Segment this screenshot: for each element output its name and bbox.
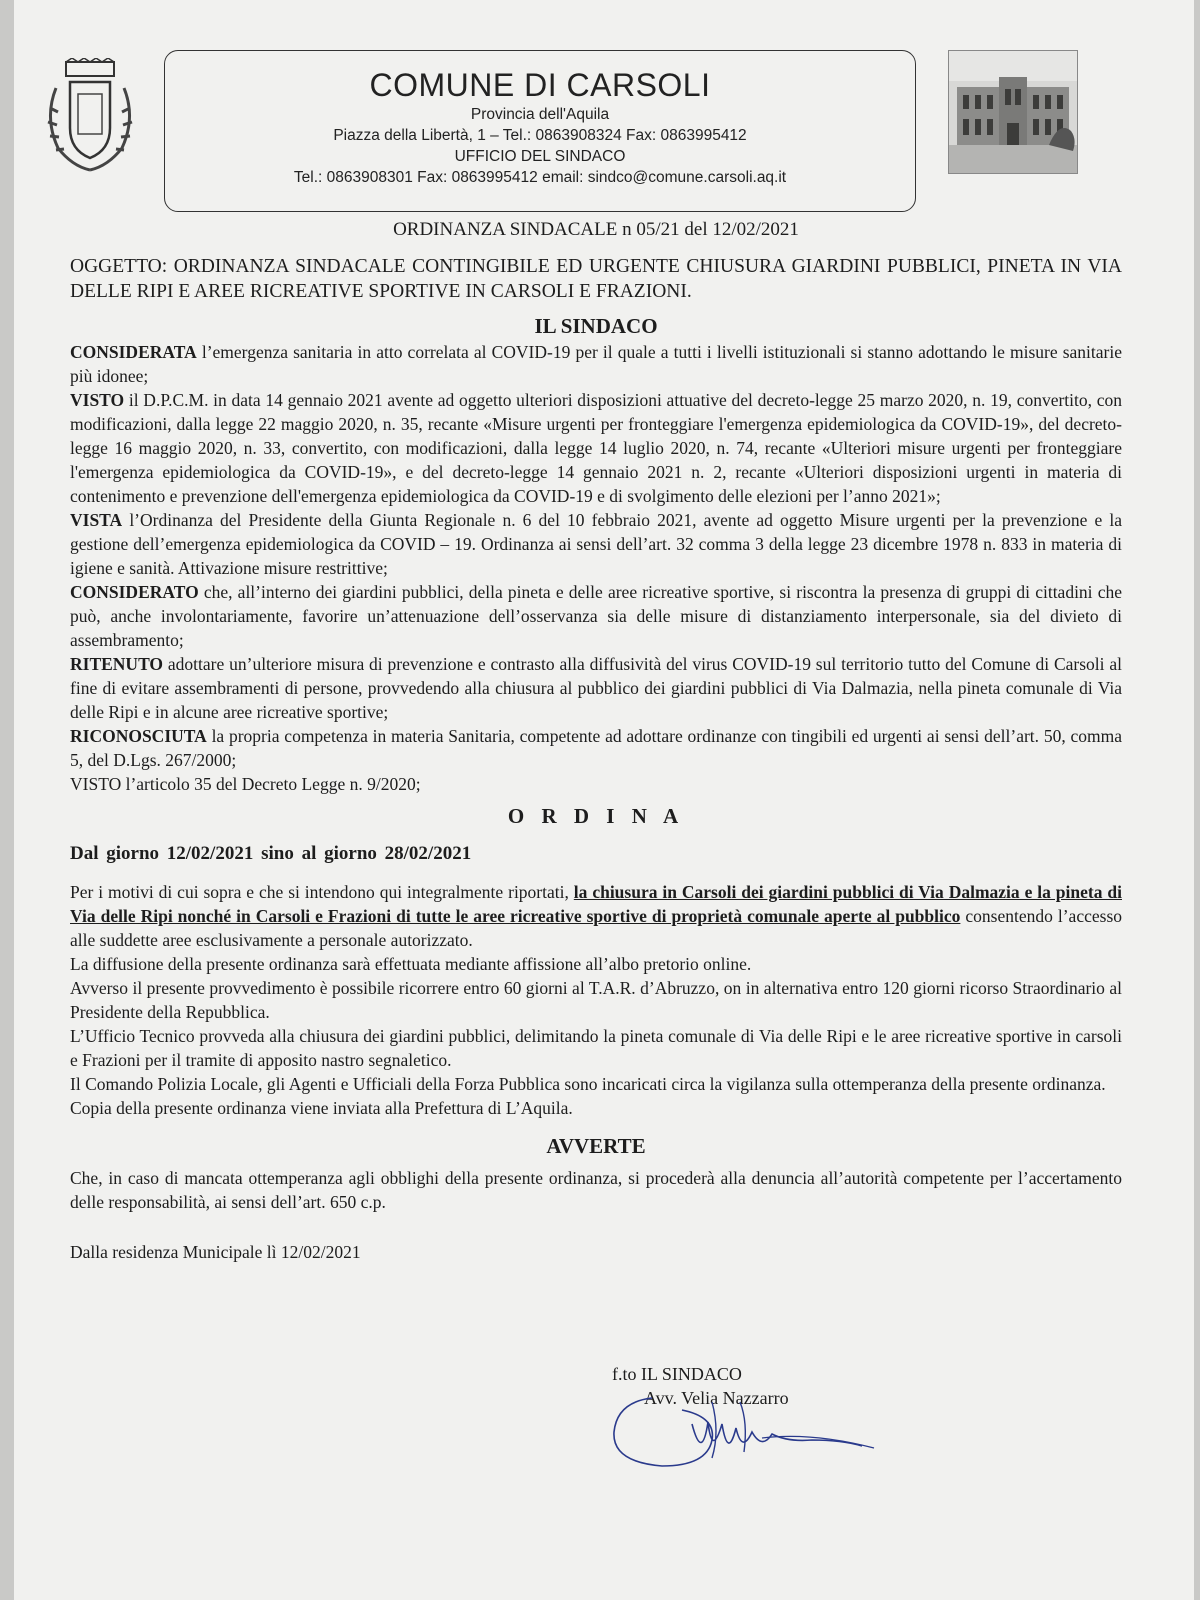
ordina-heading: O R D I N A xyxy=(507,804,685,828)
municipality-title: COMUNE DI CARSOLI xyxy=(369,67,711,103)
validity-dates: Dal giorno 12/02/2021 sino al giorno 28/02/2021 xyxy=(70,843,472,864)
il-sindaco-heading: IL SINDACO xyxy=(534,314,658,338)
premise-text: che, all’interno dei giardini pubblici, della pineta e delle aree ricreative sportive, si riscontra la presenza di gruppi di cittadini che può, anche involontariamente, favorire un’attenuazione dell’osservanza sia delle misure di distanziamento interpersonale, sia del divieto di assembramento; xyxy=(70,582,1122,650)
order-paragraph: Avverso il presente provvedimento è possibile ricorrere entro 60 giorni al T.A.R. d’Abruzzo, on in alternativa entro 120 giorni ricorso Straordinario al Presidente della Repubblica. xyxy=(70,978,1122,1022)
premise-considerato xyxy=(70,580,1122,652)
premise-text: il D.P.C.M. in data 14 gennaio 2021 avente ad oggetto ulteriori disposizioni attuative del decreto-legge 25 marzo 2020, n. 19, convertito, con modificazioni, dalla legge 22 maggio 2020, n. 35, recante «Misure urgenti per fronteggiare l'emergenza epidemiologica da COVID-19», del decreto-legge 16 maggio 2020, n. 33, convertito, con modificazioni, dalla legge 14 luglio 2020, n. 74, recante «Ulteriori misure urgenti per fronteggiare l'emergenza epidemiologica da COVID-19», e del decreto-legge 14 gennaio 2021 n. 2, recante «Ulteriori disposizioni urgenti in materia di contenimento e prevenzione dell'emergenza epidemiologica da COVID-19 e di svolgimento delle elezioni per l’anno 2021»; xyxy=(70,390,1122,506)
premise-text: la propria competenza in materia Sanitaria, competente ad adottare ordinanze con tingibili ed urgenti ai sensi dell’art. 50, comma 5, del D.Lgs. 267/2000; xyxy=(70,726,1122,770)
order-paragraph: La diffusione della presente ordinanza sarà effettuata mediante affissione all’albo pretorio online. xyxy=(70,954,752,974)
signature-name: Avv. Velia Nazzarro xyxy=(644,1388,789,1408)
contacts-line: Tel.: 0863908301 Fax: 0863995412 email: sindco@comune.carsoli.aq.it xyxy=(293,169,787,186)
subject-line: OGGETTO: ORDINANZA SINDACALE CONTINGIBILE ED URGENTE CHIUSURA GIARDINI PUBBLICI, PINETA IN VIA DELLE RIPI E AREE RICREATIVE SPORTIVE IN CARSOLI E FRAZIONI. xyxy=(70,256,1122,302)
premise-key: CONSIDERATO xyxy=(70,582,199,602)
premise-vista xyxy=(70,508,1122,580)
town-hall-photo xyxy=(948,50,1078,174)
handwritten-signature xyxy=(612,1362,912,1492)
order-intro: Per i motivi di cui sopra e che si intendono qui integralmente riportati, xyxy=(70,882,574,902)
ordinance-title: ORDINANZA SINDACALE n 05/21 del 12/02/2021 xyxy=(393,219,799,240)
letterhead-box xyxy=(164,50,916,212)
premise-key: VISTO xyxy=(70,390,125,410)
signature-block xyxy=(612,1362,912,1492)
office-line: UFFICIO DEL SINDACO xyxy=(454,148,626,165)
premise-considerata xyxy=(70,340,1122,388)
premise-visto xyxy=(70,388,1122,508)
order-paragraph: Il Comando Polizia Locale, gli Agenti e Ufficiali della Forza Pubblica sono incaricati circa la vigilanza sulla ottemperanza della presente ordinanza. xyxy=(70,1074,1106,1094)
premise-visto-articolo: VISTO l’articolo 35 del Decreto Legge n. 9/2020; xyxy=(70,774,421,794)
premise-text: l’emergenza sanitaria in atto correlata al COVID-19 per il quale a tutti i livelli istituzionali si stanno adottando le misure sanitarie più idonee; xyxy=(70,342,1122,386)
premise-key: RICONOSCIUTA xyxy=(70,726,207,746)
premise-riconosciuta xyxy=(70,724,1122,772)
premise-key: VISTA xyxy=(70,510,123,530)
avverte-heading: AVVERTE xyxy=(546,1134,646,1158)
order-rest: consentendo l’accesso alle suddette aree esclusivamente a personale autorizzato. xyxy=(70,906,1122,950)
coat-of-arms-logo xyxy=(36,58,144,180)
avverte-paragraph: Che, in caso di mancata ottemperanza agli obblighi della presente ordinanza, si procederà alla denuncia all’autorità competente per l’accertamento delle responsabilità, ai sensi dell’art. 650 c.p. xyxy=(70,1168,1122,1212)
premise-key: RITENUTO xyxy=(70,654,164,674)
document-page xyxy=(14,0,1194,1600)
premise-text: adottare un’ulteriore misura di prevenzione e contrasto alla diffusività del virus COVID-19 sul territorio tutto del Comune di Carsoli al fine di evitare assembramenti di persone, provvedendo alla chiusura al pubblico dei giardini pubblici di Via Dalmazia, nella pineta comunale di Via delle Ripi e in alcune aree ricreative sportive; xyxy=(70,654,1122,722)
address-line: Piazza della Libertà, 1 – Tel.: 0863908324 Fax: 0863995412 xyxy=(333,127,747,144)
place-date: Dalla residenza Municipale lì 12/02/2021 xyxy=(70,1242,361,1262)
premise-ritenuto xyxy=(70,652,1122,724)
order-paragraph: L’Ufficio Tecnico provveda alla chiusura dei giardini pubblici, delimitando la pineta comunale di Via delle Ripi e le aree ricreative sportive in carsoli e Frazioni per il tramite di apposito nastro segnaletico. xyxy=(70,1026,1122,1070)
premise-key: CONSIDERATA xyxy=(70,342,197,362)
order-paragraph: Copia della presente ordinanza viene inviata alla Prefettura di L’Aquila. xyxy=(70,1098,573,1118)
premise-text: l’Ordinanza del Presidente della Giunta Regionale n. 6 del 10 febbraio 2021, avente ad oggetto Misure urgenti per la prevenzione e la gestione dell’emergenza epidemiologica da COVID – 19. Ordinanza ai sensi dell’art. 32 comma 3 della legge 23 dicembre 1978 n. 833 in materia di igiene e sanità. Attivazione misure restrittive; xyxy=(70,510,1122,578)
signature-title: f.to IL SINDACO xyxy=(612,1364,742,1384)
order-underlined-text: la chiusura in Carsoli dei giardini pubblici di Via Dalmazia e la pineta di Via delle Ripi nonché in Carsoli e Frazioni di tutte le aree ricreative sportive di proprietà comunale aperte al pubblico xyxy=(70,882,1122,926)
order-main-paragraph xyxy=(70,880,1122,952)
province-line: Provincia dell'Aquila xyxy=(470,106,610,123)
